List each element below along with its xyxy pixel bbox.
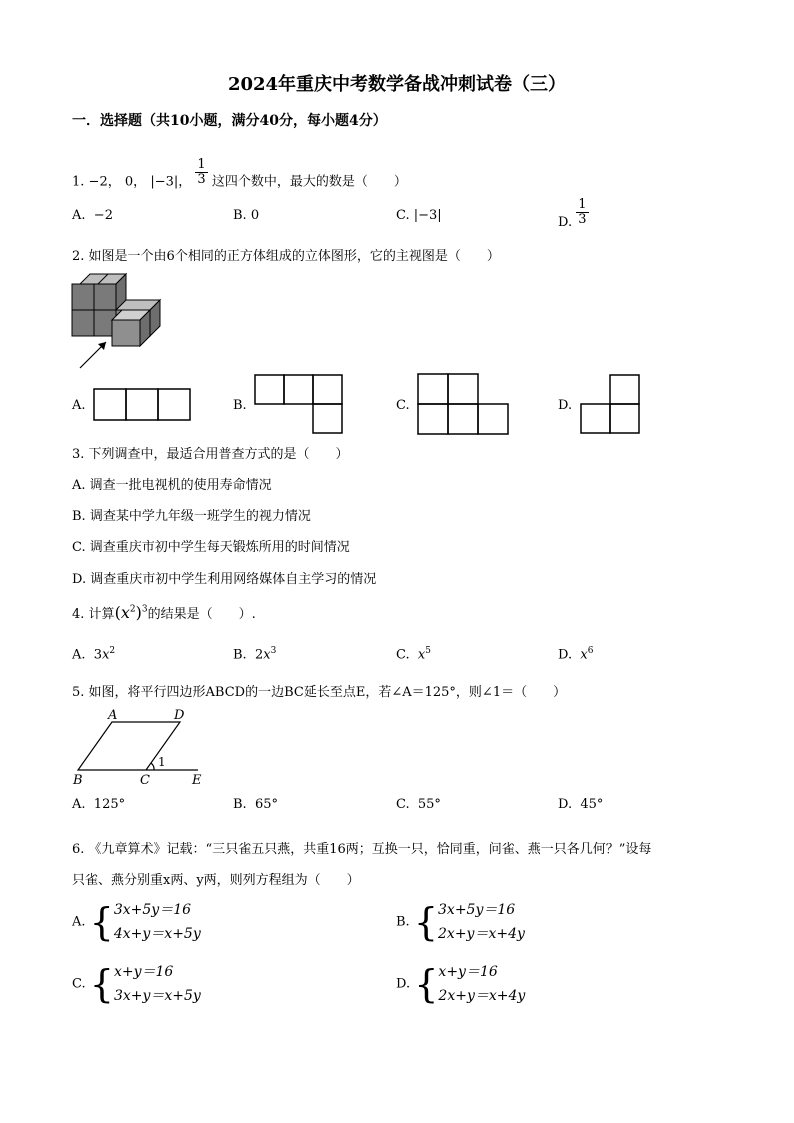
question-number: 6. — [72, 842, 85, 857]
option-d-label[interactable]: D. — [558, 398, 573, 413]
option-label: C. — [396, 647, 410, 663]
option-label: A. — [72, 797, 86, 812]
left-brace: { — [89, 900, 114, 944]
option-b-view[interactable] — [254, 374, 344, 434]
question-6-line2: 只雀、燕分别重x两、y两，则列方程组为（ ） — [72, 873, 360, 888]
option-label: C. — [396, 208, 410, 223]
option-label: D. — [558, 647, 573, 663]
option-label: A. — [72, 208, 86, 223]
option-text: 45° — [580, 797, 604, 812]
option-text: |−3| — [413, 208, 442, 223]
option-c[interactable] — [396, 208, 442, 223]
option-b[interactable] — [233, 797, 278, 812]
power-expression: $(x^2)^3$ — [114, 603, 148, 622]
option-var: x — [417, 647, 426, 663]
option-b[interactable]: B. 调查某中学九年级一班学生的视力情况 — [72, 509, 311, 524]
question-number: 2. — [72, 249, 85, 264]
option-text: 65° — [254, 797, 278, 812]
equation-system — [114, 960, 201, 1008]
expr-inner-exponent: 2 — [129, 604, 136, 615]
question-6 — [72, 838, 651, 857]
question-number: 4. — [72, 607, 85, 622]
option-label: A. — [72, 914, 86, 930]
left-brace: { — [414, 962, 439, 1006]
option-label: B. — [233, 647, 247, 663]
separator: ， — [178, 174, 192, 190]
option-a[interactable] — [72, 797, 125, 812]
option-label: C. — [396, 797, 410, 812]
left-brace: { — [89, 962, 114, 1006]
vertex-label-b: B — [73, 773, 83, 788]
option-label: C. — [72, 976, 86, 992]
option-label: D. — [558, 797, 573, 812]
option-var: x — [263, 647, 271, 663]
option-c-label[interactable]: C. — [396, 398, 410, 413]
option-d[interactable] — [558, 797, 603, 812]
separator: ， — [107, 174, 121, 190]
number-value: −2 — [88, 174, 108, 190]
angle-label-1: 1 — [158, 755, 166, 769]
option-exp: 6 — [587, 646, 594, 656]
equation-1: x+y＝16 — [438, 964, 498, 980]
option-label: B. — [396, 914, 410, 930]
equation-1: 3x+5y＝16 — [438, 902, 516, 918]
option-a[interactable] — [72, 898, 201, 946]
equation-1: x+y＝16 — [113, 964, 174, 980]
option-text: 55° — [417, 797, 441, 812]
question-4 — [72, 603, 256, 622]
equation-1: 3x+5y＝16 — [113, 902, 192, 918]
option-c[interactable] — [396, 797, 441, 812]
fraction — [195, 158, 207, 186]
option-exp: 3 — [270, 646, 277, 656]
option-var: x — [580, 647, 588, 663]
option-label: A. — [72, 647, 86, 663]
option-b[interactable] — [233, 646, 276, 662]
option-c[interactable] — [72, 960, 201, 1008]
number-value: 0 — [124, 174, 134, 190]
option-exp: 5 — [425, 646, 431, 656]
option-d-view[interactable] — [580, 374, 642, 434]
option-text: 125° — [93, 797, 126, 812]
option-d[interactable] — [396, 960, 525, 1008]
option-a[interactable]: A. 调查一批电视机的使用寿命情况 — [72, 478, 272, 493]
question-2 — [72, 245, 500, 264]
fraction — [576, 198, 588, 226]
option-a-view[interactable] — [93, 388, 191, 421]
option-b[interactable] — [233, 208, 259, 223]
question-1 — [72, 157, 407, 196]
fraction-denominator: 3 — [578, 211, 587, 227]
equation-system — [438, 898, 525, 946]
number-value: |−3| — [150, 174, 179, 190]
vertex-label-a: A — [108, 708, 118, 723]
equation-2: 4x+y＝x+5y — [113, 926, 201, 942]
expr-outer-exponent: 3 — [141, 604, 148, 615]
separator: ， — [133, 174, 147, 190]
option-text: −2 — [93, 208, 113, 223]
left-brace: { — [413, 900, 439, 944]
cube-figure — [70, 272, 170, 372]
equation-system — [438, 960, 525, 1008]
option-b-label[interactable]: B. — [233, 398, 247, 413]
option-b[interactable] — [396, 898, 525, 946]
vertex-label-c: C — [140, 773, 150, 788]
equation-system — [114, 898, 201, 946]
question-number: 1. — [72, 174, 85, 190]
question-stem: 如图是一个由6个相同的正方体组成的立体图形，它的主视图是（ ） — [88, 249, 500, 264]
equation-2: 2x+y＝x+4y — [438, 926, 525, 942]
vertex-label-e: E — [192, 773, 202, 788]
fraction-numerator: 1 — [578, 197, 587, 212]
question-5 — [72, 681, 566, 700]
question-stem-pre: 计算 — [88, 607, 115, 622]
option-d[interactable]: D. 调查重庆市初中学生利用网络媒体自主学习的情况 — [72, 572, 377, 587]
option-a-label[interactable]: A. — [72, 398, 86, 413]
fraction-numerator: 1 — [197, 157, 206, 172]
option-coef: 2 — [254, 647, 264, 663]
option-coef: 3 — [93, 647, 103, 663]
question-number: 5. — [72, 685, 85, 700]
page-title: 2024年重庆中考数学备战冲刺试卷（三） — [227, 74, 567, 95]
question-stem-post: 的结果是（ ）. — [147, 607, 256, 622]
question-stem: 如图，将平行四边形ABCD的一边BC延长至点E，若∠A＝125°，则∠1＝（ ） — [88, 685, 567, 700]
question-stem: 这四个数中，最大的数是（ ） — [211, 174, 407, 190]
option-a[interactable] — [72, 646, 115, 662]
fraction-denominator: 3 — [197, 171, 206, 187]
option-label: D. — [558, 214, 573, 230]
equation-2: 3x+y＝x+5y — [113, 988, 201, 1004]
equation-2: 2x+y＝x+4y — [438, 988, 526, 1004]
question-number: 3. — [72, 447, 85, 462]
option-label: B. — [233, 797, 247, 812]
question-3 — [72, 443, 349, 462]
option-d[interactable] — [558, 197, 589, 230]
expr-base: x — [120, 603, 130, 622]
option-c[interactable] — [396, 646, 431, 662]
option-d[interactable] — [558, 646, 593, 662]
question-stem: 下列调查中，最适合用普查方式的是（ ） — [88, 447, 349, 462]
option-c[interactable]: C. 调查重庆市初中学生每天锻炼所用的时间情况 — [72, 540, 350, 555]
option-var: x — [102, 647, 110, 663]
question-stem-line1: 《九章算术》记载：“三只雀五只燕，共重16两；互换一只，恰同重，问雀、燕一只各几何？”设每 — [88, 842, 652, 857]
option-label: D. — [396, 976, 411, 992]
vertex-label-d: D — [174, 708, 185, 723]
option-label: B. — [233, 208, 247, 223]
parallelogram-figure — [70, 706, 210, 790]
option-a[interactable] — [72, 208, 113, 223]
option-exp: 2 — [109, 646, 116, 656]
option-c-view[interactable] — [417, 373, 509, 435]
option-text: 0 — [250, 208, 260, 223]
section-heading: 一．选择题（共10小题，满分40分，每小题4分） — [72, 113, 387, 129]
